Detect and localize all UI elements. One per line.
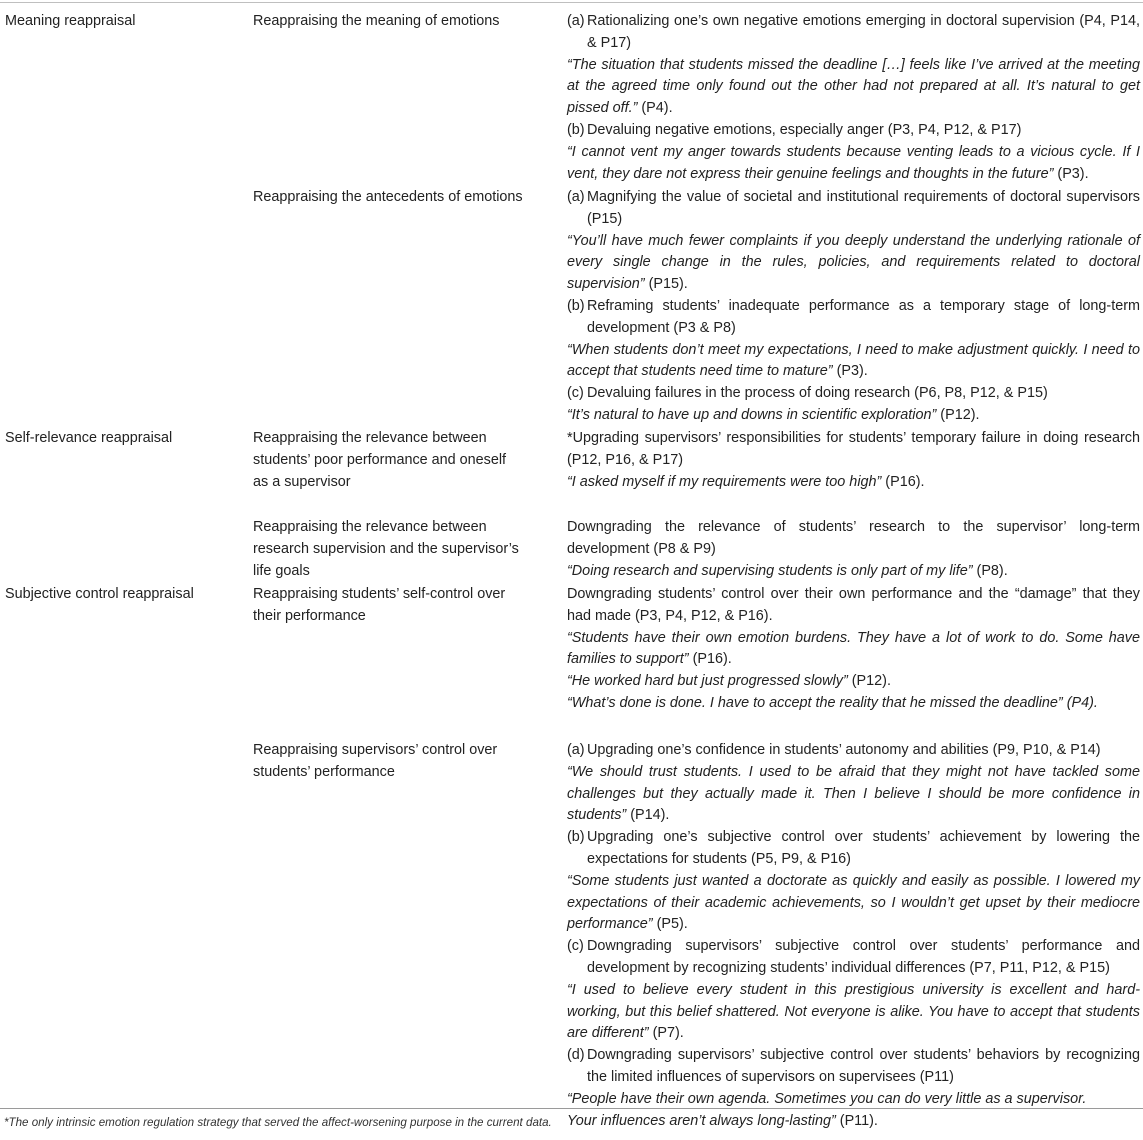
list-item: (c) Downgrading supervisors’ subjective control over students’ performance and development by recognizing students’ individual differences (P7, P11, P12, & P15) (567, 938, 1140, 976)
row-6-content (567, 740, 1140, 1132)
table-bottom-rule (0, 1108, 1143, 1109)
list-item: (b) Upgrading one’s subjective control over students’ achievement by lowering the expectations for students (P5, P9, & P16) (567, 829, 1140, 867)
list-item: (a) Magnifying the value of societal and institutional requirements of doctoral supervisors (P15) (567, 189, 1140, 227)
list-item: Downgrading the relevance of students’ research to the supervisor’ long-term development (P8 & P9) (567, 519, 1140, 557)
list-item: (c) Devaluing failures in the process of doing research (P6, P8, P12, & P15) (567, 385, 1048, 402)
quote: “Students have their own emotion burdens. They have a lot of work to do. Some have families to support” (P16). (567, 629, 1140, 668)
table-footnote: *The only intrinsic emotion regulation strategy that served the affect-worsening purpose in the current data. (4, 1116, 552, 1129)
strategy-relevance-life-goals: Reappraising the relevance between research supervision and the supervisor’s life goals (253, 519, 519, 579)
quote: “The situation that students missed the deadline […] feels like I’ve arrived at the meeting at the agreed time only found out the other had not prepared at all. It’s natural to get pissed off.” (P4). (567, 56, 1140, 117)
row-5-content (567, 584, 1140, 715)
row-2-content (567, 187, 1140, 427)
list-item: (a) Upgrading one’s confidence in students’ autonomy and abilities (P9, P10, & P14) (567, 742, 1101, 758)
quote: “I used to believe every student in this prestigious university is excellent and hard-working, but this belief shattered. Not everyone is alike. You have to accept that students are different” (P7). (567, 981, 1140, 1042)
quote: “Doing research and supervising students is only part of my life” (P8). (567, 562, 1008, 579)
quote: “People have their own agenda. Sometimes you can do very little as a supervisor. (567, 1090, 1087, 1107)
list-item: Downgrading students’ control over their own performance and the “damage” that they had made (P3, P4, P12, & P16). (567, 586, 1140, 624)
row-3-content (567, 428, 1140, 493)
quote: Your influences aren’t always long-lasting” (P11). (567, 1112, 878, 1129)
quote: “He worked hard but just progressed slowly” (P12). (567, 673, 891, 690)
row-1-content (567, 11, 1140, 185)
quote: “What’s done is done. I have to accept the reality that he missed the deadline” (P4). (567, 694, 1098, 711)
category-self-relevance-reappraisal: Self-relevance reappraisal (5, 430, 173, 446)
strategy-meaning-of-emotions: Reappraising the meaning of emotions (253, 13, 500, 29)
category-subjective-control-reappraisal: Subjective control reappraisal (5, 586, 194, 602)
list-item: (a) Rationalizing one’s own negative emotions emerging in doctoral supervision (P4, P14, & P17) (567, 13, 1140, 51)
list-item: (d) Downgrading supervisors’ subjective control over students’ behaviors by recognizing the limited influences of supervisors on supervisees (P11) (567, 1047, 1140, 1085)
quote: “I cannot vent my anger towards students because venting leads to a vicious cycle. If I vent, they dare not express their genuine feelings and thoughts in the future” (P3). (567, 143, 1140, 182)
quote: “It’s natural to have up and downs in scientific exploration” (P12). (567, 406, 980, 423)
strategy-supervisors-control: Reappraising supervisors’ control over students’ performance (253, 742, 498, 780)
quote: “Some students just wanted a doctorate as quickly and easily as possible. I lowered my expectations of their academic achievements, so I wouldn’t get upset by their mediocre performance” (P5). (567, 872, 1140, 933)
quote: “We should trust students. I used to be afraid that they might not have tackled some challenges but they actually made it. Then I believe I should be more confidence in students” (P14). (567, 763, 1140, 824)
table-top-rule (0, 2, 1143, 3)
list-item: (b) Reframing students’ inadequate performance as a temporary stage of long-term development (P3 & P8) (567, 297, 1140, 336)
quote: “When students don’t meet my expectations, I need to make adjustment quickly. I need to accept that students need time to mature” (P3). (567, 341, 1140, 380)
quote: “You’ll have much fewer complaints if you deeply understand the underlying rationale of every single change in the rules, policies, and requirements related to doctoral supervision” (P15). (567, 232, 1140, 293)
quote: “I asked myself if my requirements were too high” (P16). (567, 473, 925, 490)
strategy-antecedents-of-emotions: Reappraising the antecedents of emotions (253, 189, 523, 205)
category-meaning-reappraisal: Meaning reappraisal (5, 13, 136, 29)
list-item: (b) Devaluing negative emotions, especially anger (P3, P4, P12, & P17) (567, 121, 1022, 138)
strategy-relevance-poor-performance: Reappraising the relevance between students’ poor performance and oneself as a supervisor (253, 430, 507, 490)
row-4-content (567, 517, 1140, 582)
strategy-students-self-control: Reappraising students’ self-control over their performance (253, 586, 506, 624)
list-item: *Upgrading supervisors’ responsibilities for students’ temporary failure in doing research (P12, P16, & P17) (567, 430, 1140, 468)
